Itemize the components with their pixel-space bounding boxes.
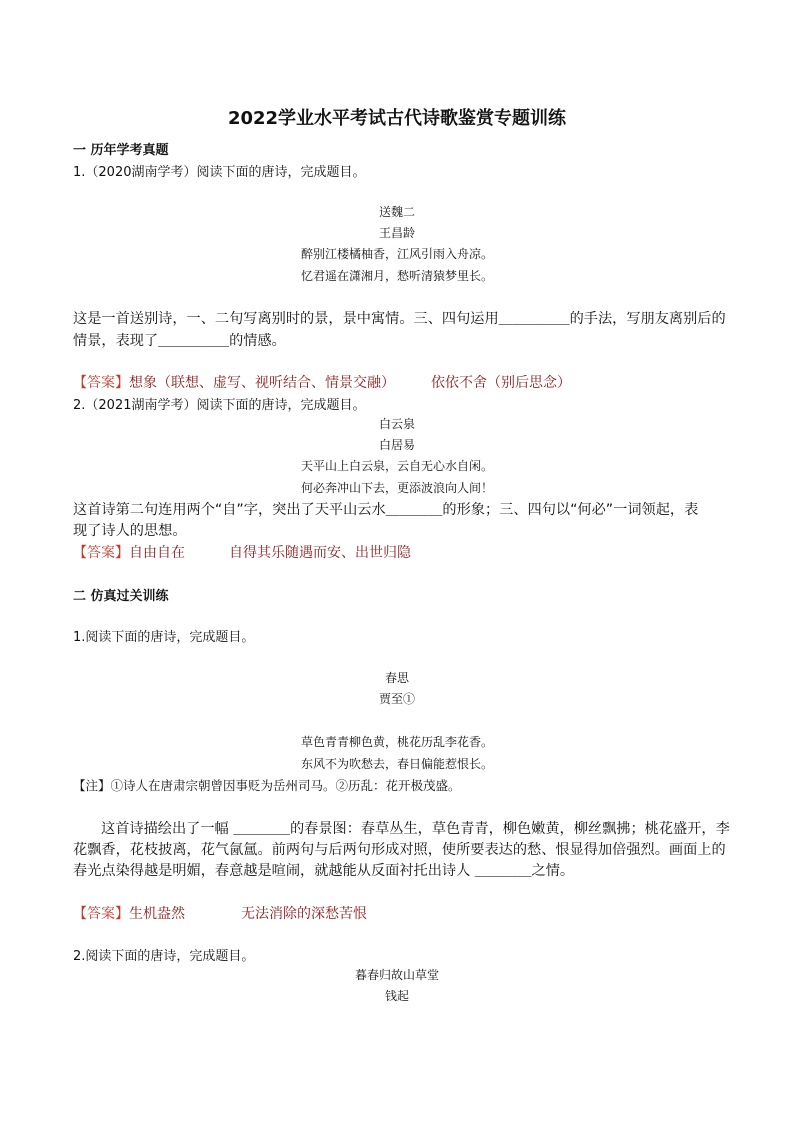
question-text: 这是一首送别诗，一、二句写离别时的景，景中寓情。三、四句运用＿＿＿＿＿的手法，写朋友离别后的 [73,311,726,327]
poem-note: 【注】①诗人在唐肃宗朝曾因事贬为岳州司马。②历乱：花开极茂盛。 [73,778,461,793]
answer-text: 依依不舍（别后思念） [431,375,571,391]
answer-text: 自由自在 [129,545,185,561]
poem-line: 东风不为吹愁去，春日偏能惹恨长。 [300,757,493,771]
answer-line [73,542,411,562]
question-prompt: 1.（2020湖南学考）阅读下面的唐诗，完成题目。 [73,165,366,180]
poem-author: 白居易 [378,438,415,452]
poem-line: 何必奔冲山下去，更添波浪向人间！ [300,481,493,495]
poem-title: 暮春归故山草堂 [354,968,439,982]
paragraph-line: 这首诗描绘出了一幅 ＿＿＿＿的春景图：春草丛生，草色青青，柳色嫩黄，柳丝飘拂；桃花盛开，李 [101,821,730,837]
question-text: 现了诗人的思想。 [73,523,187,539]
question-prompt: 1.阅读下面的唐诗，完成题目。 [73,630,255,645]
answer-line [73,372,571,392]
poem-line: 草色青青柳色黄，桃花历乱李花香。 [300,735,493,749]
paragraph-line: 花飘香，花枝披离，花气氤氲。前两句与后两句形成对照，使所要表达的愁、恨显得加倍强烈。画面上的 [73,842,726,858]
answer-tag: 【答案】 [73,375,129,391]
page-title: 2022学业水平考试古代诗歌鉴赏专题训练 [227,108,567,129]
poem-title: 春思 [384,671,409,685]
answer-text: 生机盎然 [129,906,185,922]
section-heading-past-exams: 一 历年学考真题 [73,143,169,158]
poem-title: 送魏二 [378,205,415,219]
answer-line [73,903,367,923]
answer-text: 无法消除的深愁苦恨 [241,906,367,922]
section-heading-simulation: 二 仿真过关训练 [73,589,169,604]
poem-line: 天平山上白云泉，云自无心水自闲。 [300,459,493,473]
question-text: 这首诗第二句连用两个“自”字，突出了天平山云水＿＿＿＿的形象；三、四句以“何必”一词领起，表 [73,502,699,518]
paragraph-line: 春光点染得越是明媚，春意越是喧闹，就越能从反面衬托出诗人 ＿＿＿＿之情。 [73,863,575,879]
poem-line: 忆君遥在潇湘月，愁听清猿梦里长。 [300,269,493,283]
poem-author: 钱起 [384,989,409,1003]
poem-author: 贾至① [378,692,415,706]
poem-author: 王昌龄 [378,226,415,240]
answer-text: 自得其乐随遇而安、出世归隐 [229,545,411,561]
answer-tag: 【答案】 [73,906,129,922]
question-prompt: 2.阅读下面的唐诗，完成题目。 [73,949,255,964]
poem-line: 醉别江楼橘柚香，江风引雨入舟凉。 [300,247,493,261]
question-text: 情景，表现了＿＿＿＿＿的情感。 [73,333,286,349]
question-prompt: 2.（2021湖南学考）阅读下面的唐诗，完成题目。 [73,398,366,413]
answer-tag: 【答案】 [73,545,129,561]
answer-text: 想象（联想、虚写、视听结合、情景交融） [129,375,395,391]
poem-title: 白云泉 [378,417,415,431]
